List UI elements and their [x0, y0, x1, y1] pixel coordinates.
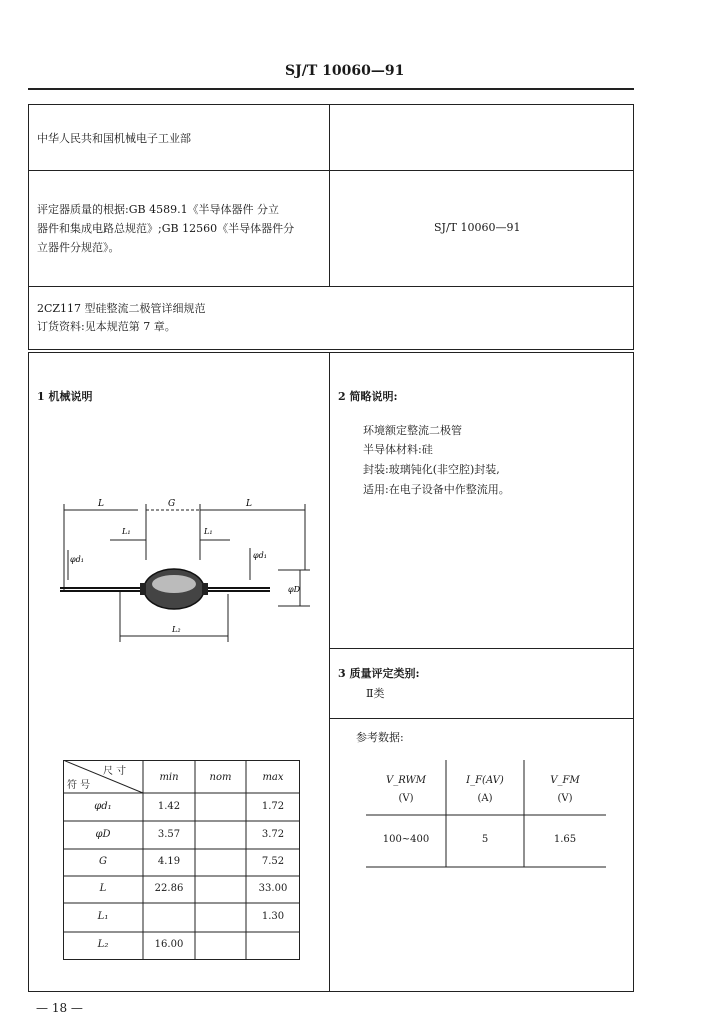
- form-divider-2: [28, 286, 634, 287]
- col-header-nom: nom: [209, 772, 232, 783]
- diode-outline-drawing: [50, 490, 320, 650]
- section2-line-4: 适用:在电子设备中作整流用。: [363, 483, 510, 496]
- basis-line-1: 评定器质量的根据:GB 4589.1《半导体器件 分立: [37, 203, 280, 216]
- row-L2-min: 16.00: [154, 939, 184, 950]
- ref-header-vrwm-unit: (V): [398, 793, 414, 804]
- ref-header-vrwm: V_RWM: [385, 775, 427, 786]
- section2-line-2: 半导体材料:硅: [363, 443, 433, 456]
- row-L-min: 22.86: [154, 883, 184, 894]
- drawing-label-L1-right: L₁: [204, 527, 213, 536]
- row-phid1-min: 1.42: [157, 801, 181, 812]
- row-symbol-L2: L₂: [97, 939, 109, 950]
- section2-line-3: 封装:玻璃钝化(非空腔)封装,: [363, 463, 500, 476]
- reference-data-title: 参考数据:: [356, 731, 404, 744]
- section-divider-right-1: [329, 648, 634, 649]
- row-symbol-phiD: φD: [95, 829, 111, 840]
- ref-value-vfm: 1.65: [553, 834, 577, 845]
- ordering-info: 订货资料:见本规范第 7 章。: [37, 320, 176, 333]
- corner-header-symbol: 符 号: [67, 780, 91, 791]
- row-phiD-max: 3.72: [261, 829, 285, 840]
- section3-heading: 3 质量评定类别:: [338, 667, 420, 680]
- form-divider-1: [28, 170, 634, 171]
- ref-value-vrwm: 100~400: [382, 834, 430, 845]
- drawing-label-phiD: φD: [288, 585, 301, 594]
- ref-header-vfm: V_FM: [550, 775, 580, 786]
- row-G-min: 4.19: [157, 856, 181, 867]
- basis-line-2: 器件和集成电路总规范》;GB 12560《半导体器件分: [37, 222, 295, 235]
- header-rule: [28, 88, 634, 90]
- section-divider-right-2: [329, 718, 634, 719]
- row-L1-max: 1.30: [261, 911, 285, 922]
- row-L-max: 33.00: [258, 883, 288, 894]
- body-divider-vertical: [329, 352, 330, 992]
- ref-value-ifav: 5: [481, 834, 489, 845]
- spec-title: 2CZ117 型硅整流二极管详细规范: [37, 302, 206, 315]
- basis-line-3: 立器件分规范》。: [37, 241, 120, 254]
- row-symbol-L1: L₁: [97, 911, 109, 922]
- section2-line-1: 环境额定整流二极管: [363, 424, 462, 437]
- drawing-label-G: G: [168, 499, 176, 509]
- col-header-min: min: [159, 772, 179, 783]
- issuer-text: 中华人民共和国机械电子工业部: [37, 132, 191, 145]
- row-G-max: 7.52: [261, 856, 285, 867]
- diode-band-right: [202, 583, 208, 595]
- page-number: — 18 —: [36, 1001, 83, 1015]
- corner-header-dimension: 尺 寸: [103, 766, 127, 777]
- drawing-label-L1-left: L₁: [122, 527, 131, 536]
- quality-category: Ⅱ类: [366, 687, 385, 700]
- col-header-max: max: [262, 772, 284, 783]
- diode-body-highlight: [152, 575, 196, 593]
- drawing-label-L-left: L: [98, 499, 104, 509]
- diode-band-left: [140, 583, 146, 595]
- drawing-label-phid1-right: φd₁: [253, 551, 267, 560]
- dimension-table: [63, 760, 300, 960]
- ref-header-vfm-unit: (V): [557, 793, 573, 804]
- ref-header-ifav-unit: (A): [477, 793, 493, 804]
- standard-number-cell: SJ/T 10060—91: [434, 221, 521, 234]
- row-phid1-max: 1.72: [261, 801, 285, 812]
- drawing-label-L-right: L: [246, 499, 252, 509]
- ref-header-ifav: I_F(AV): [466, 775, 504, 786]
- section1-heading: 1 机械说明: [37, 390, 93, 403]
- row-symbol-L: L: [99, 883, 107, 894]
- drawing-label-L2: L₂: [172, 625, 181, 634]
- row-phiD-min: 3.57: [157, 829, 181, 840]
- section2-heading: 2 简略说明:: [338, 390, 398, 403]
- row-symbol-G: G: [99, 856, 107, 867]
- row-symbol-phid1: φd₁: [94, 801, 112, 812]
- form-divider-vertical: [329, 104, 330, 286]
- standard-number-header: SJ/T 10060—91: [285, 63, 405, 79]
- drawing-label-phid1-left: φd₁: [70, 555, 84, 564]
